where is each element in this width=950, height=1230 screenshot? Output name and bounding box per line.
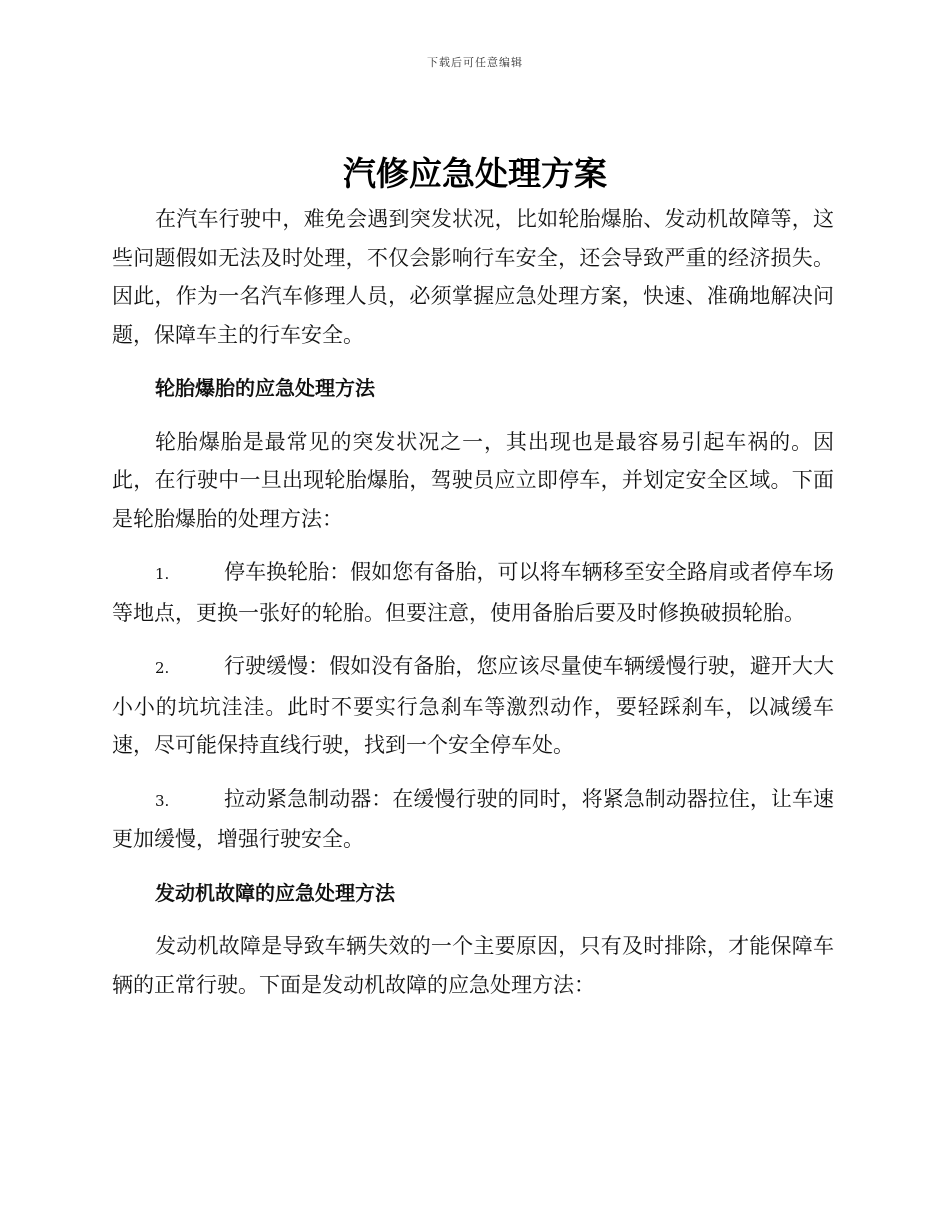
intro-paragraph: 在汽车行驶中，难免会遇到突发状况，比如轮胎爆胎、发动机故障等，这些问题假如无法及时处理，不仅会影响行车安全，还会导致严重的经济损失。因此，作为一名汽车修理人员，必须掌握应急处理方案，快速、准确地解决问题，保障车主的行车安全。: [112, 207, 834, 347]
list-item: [112, 780, 834, 859]
list-item-text: 拉动紧急制动器：在缓慢行驶的同时，将紧急制动器拉住，让车速更加缓慢，增强行驶安全。: [112, 786, 834, 851]
list-item: [112, 553, 834, 632]
tire-paragraph: 轮胎爆胎是最常见的突发状况之一，其出现也是最容易引起车祸的。因此，在行驶中一旦出现轮胎爆胎，驾驶员应立即停车，并划定安全区域。下面是轮胎爆胎的处理方法：: [112, 429, 834, 531]
list-item: [112, 647, 834, 765]
list-item-text: 停车换轮胎：假如您有备胎，可以将车辆移至安全路肩或者停车场等地点，更换一张好的轮胎。但要注意，使用备胎后要及时修换破损轮胎。: [112, 560, 834, 625]
list-number: 2.: [155, 659, 170, 677]
document-body: [112, 200, 834, 1019]
list-item-text: 行驶缓慢：假如没有备胎，您应该尽量使车辆缓慢行驶，避开大大小小的坑坑洼洼。此时不要实行急刹车等激烈动作，要轻踩刹车，以减缓车速，尽可能保持直线行驶，找到一个安全停车处。: [112, 654, 834, 757]
engine-paragraph: 发动机故障是导致车辆失效的一个主要原因，只有及时排除，才能保障车辆的正常行驶。下面是发动机故障的应急处理方法：: [112, 934, 834, 997]
list-number: 3.: [155, 791, 170, 810]
page-title: 汽修应急处理方案: [343, 154, 607, 193]
list-number: 1.: [155, 565, 170, 583]
section-heading-engine: 发动机故障的应急处理方法: [155, 880, 395, 905]
section-heading-tire: 轮胎爆胎的应急处理方法: [155, 376, 375, 400]
header-note: 下载后可任意编辑: [427, 56, 523, 69]
